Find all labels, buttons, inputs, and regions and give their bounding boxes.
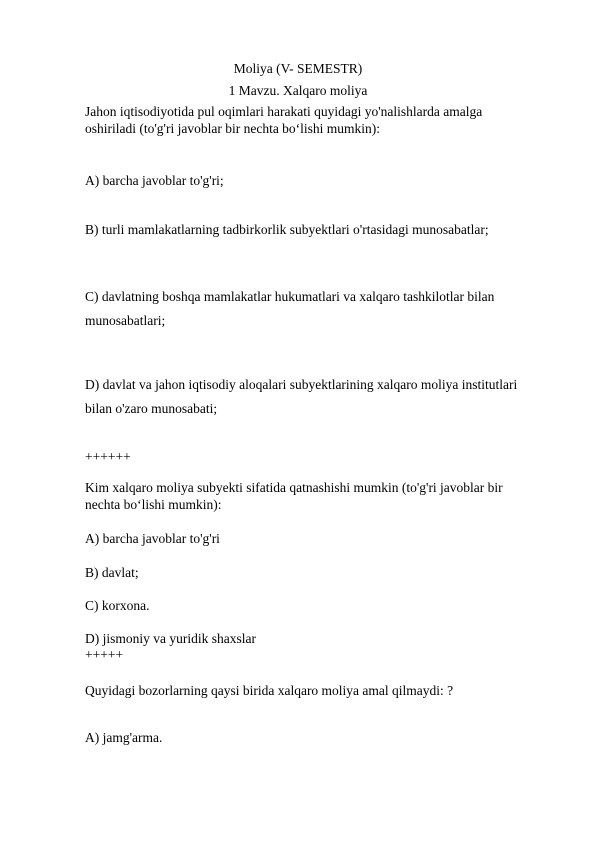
question-1-text-line-2: oshiriladi (to'g'ri javoblar bir nechta bo‘lishi mumkin): <box>85 121 381 136</box>
question-2-option-a: A) barcha javoblar to'g'ri <box>85 531 220 546</box>
document-subtitle: 1 Mavzu. Xalqaro moliya <box>228 83 368 98</box>
question-1-option-d-line-1: D) davlat va jahon iqtisodiy aloqalari subyektlarining xalqaro moliya institutlari <box>85 377 518 392</box>
question-1-option-c-line-2: munosabatlari; <box>85 313 166 328</box>
question-1-option-d-line-2: bilan o'zaro munosabati; <box>85 401 218 416</box>
question-2-text-line-2: nechta bo‘lishi mumkin): <box>85 497 222 512</box>
question-1-text-line-1: Jahon iqtisodiyotida pul oqimlari harakati quyidagi yo'nalishlarda amalga <box>85 104 483 119</box>
question-2-option-c: C) korxona. <box>85 598 150 613</box>
document-title: Moliya (V- SEMESTR) <box>233 61 363 76</box>
question-1-option-a: A) barcha javoblar to'g'ri; <box>85 173 224 188</box>
question-3-option-a: A) jamg'arma. <box>85 730 163 745</box>
question-3-text: Quyidagi bozorlarning qaysi birida xalqaro moliya amal qilmaydi: ? <box>85 683 454 698</box>
question-2-text-line-1: Kim xalqaro moliya subyekti sifatida qatnashishi mumkin (to'g'ri javoblar bir <box>85 480 503 495</box>
question-2-separator: +++++ <box>85 647 124 662</box>
question-1-option-b: B) turli mamlakatlarning tadbirkorlik subyektlari o'rtasidagi munosabatlar; <box>85 222 489 237</box>
question-1-option-c-line-1: C) davlatning boshqa mamlakatlar hukumatlari va xalqaro tashkilotlar bilan <box>85 289 495 304</box>
question-1-separator: ++++++ <box>85 449 131 464</box>
question-2-option-d: D) jismoniy va yuridik shaxslar <box>85 631 256 646</box>
question-2-option-b: B) davlat; <box>85 565 139 580</box>
